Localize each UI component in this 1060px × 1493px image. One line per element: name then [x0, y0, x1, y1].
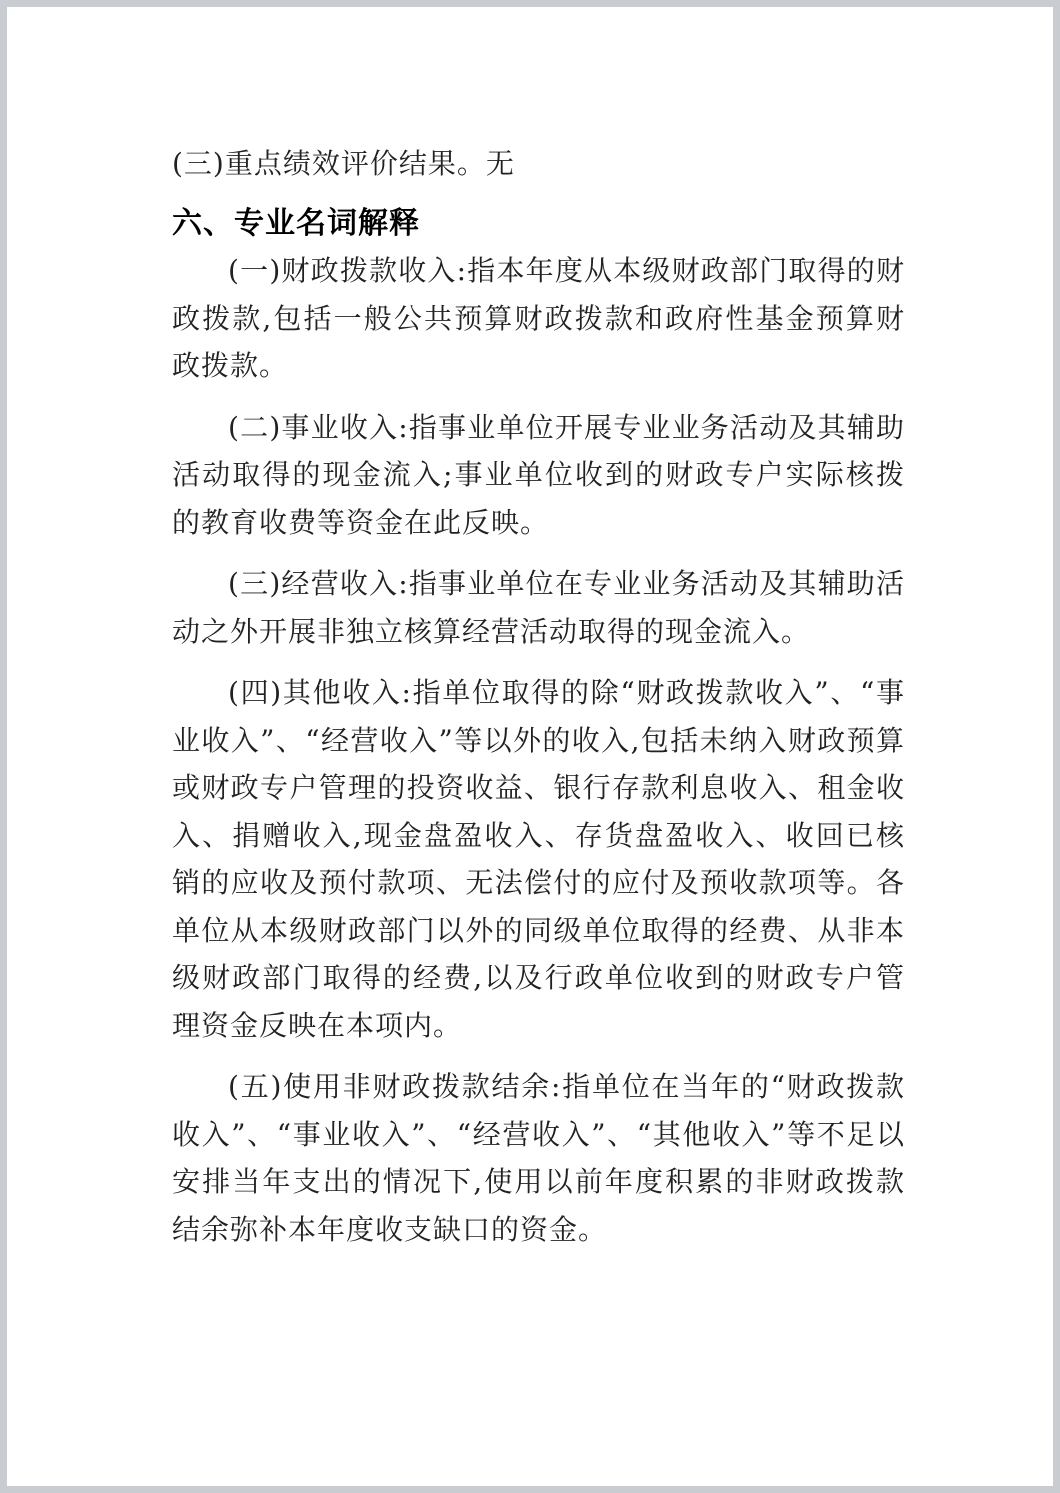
term-paragraph-fiscal-appropriation-income: (一)财政拨款收入:指本年度从本级财政部门取得的财政拨款,包括一般公共预算财政拨款和政府性基金预算财政拨款。 — [172, 254, 905, 382]
document-text-block — [172, 140, 905, 1253]
section-heading-glossary: 六、专业名词解释 — [172, 205, 420, 241]
paragraph-performance-evaluation-result: (三)重点绩效评价结果。无 — [172, 147, 515, 180]
document-page — [7, 7, 1053, 1486]
term-paragraph-non-fiscal-carryover: (五)使用非财政拨款结余:指单位在当年的“财政拨款收入”、“事业收入”、“经营收入”、“其他收入”等不足以安排当年支出的情况下,使用以前年度积累的非财政拨款结余弥补本年度收支缺口的资金。 — [172, 1070, 905, 1246]
term-paragraph-business-income: (二)事业收入:指事业单位开展专业业务活动及其辅助活动取得的现金流入;事业单位收到的财政专户实际核拨的教育收费等资金在此反映。 — [172, 410, 905, 539]
term-paragraph-operating-income: (三)经营收入:指事业单位在专业业务活动及其辅助活动之外开展非独立核算经营活动取得的现金流入。 — [172, 567, 905, 648]
term-paragraph-other-income: (四)其他收入:指单位取得的除“财政拨款收入”、“事业收入”、“经营收入”等以外的收入,包括未纳入财政预算或财政专户管理的投资收益、银行存款利息收入、租金收入、捐赠收入,现金盘盈收入、存货盘盈收入、收回已核销的应收及预付款项、无法偿付的应付及预收款项等。各单位从本级财政部门以外的同级单位取得的经费、从非本级财政部门取得的经费,以及行政单位收到的财政专户管理资金反映在本项内。 — [172, 676, 905, 1042]
